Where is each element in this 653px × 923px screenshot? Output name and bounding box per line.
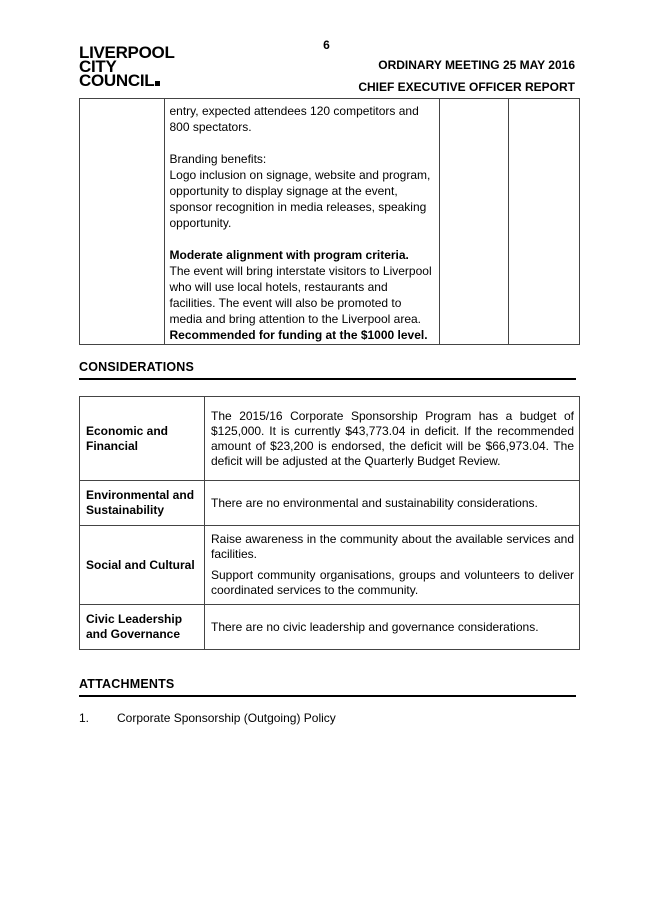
logo-line: LIVERPOOL <box>79 43 175 62</box>
row-content <box>205 397 580 481</box>
alignment-text: The event will bring interstate visitors to Liverpool who will use local hotels, restaurants and facilities. The event will also be promoted to media and bring attention to the Liverpool area. <box>169 264 432 326</box>
report-title: CHIEF EXECUTIVE OFFICER REPORT <box>358 80 575 94</box>
attachment-title: Corporate Sponsorship (Outgoing) Policy <box>117 711 336 725</box>
row-label: Environmental and Sustainability <box>80 481 205 526</box>
liverpool-city-council-logo <box>79 43 175 90</box>
row-label: Civic Leadership and Governance <box>80 605 205 650</box>
row-label: Social and Cultural <box>80 526 205 605</box>
attachment-item <box>79 711 336 725</box>
considerations-table <box>79 396 580 650</box>
attendance-text: entry, expected attendees 120 competitors and 800 spectators. <box>169 104 419 134</box>
meeting-title: ORDINARY MEETING 25 MAY 2016 <box>378 58 575 72</box>
row-content <box>205 481 580 526</box>
row-content <box>205 526 580 605</box>
attachments-heading: ATTACHMENTS <box>79 677 576 697</box>
content-text: Raise awareness in the community about the available services and facilities. <box>211 532 574 561</box>
row-content <box>205 605 580 650</box>
table-row <box>80 481 580 526</box>
logo-line: CITY <box>79 57 117 76</box>
table-row <box>80 397 580 481</box>
recommendation-text: Recommended for funding at the $1000 level. <box>169 328 428 342</box>
row-label: Economic and Financial <box>80 397 205 481</box>
table-cell-details <box>164 99 440 345</box>
table-row <box>80 526 580 605</box>
table-cell <box>509 99 580 345</box>
table-row <box>80 605 580 650</box>
branding-heading: Branding benefits: <box>169 152 267 166</box>
considerations-heading: CONSIDERATIONS <box>79 360 576 380</box>
table-cell <box>440 99 509 345</box>
page-number: 6 <box>323 38 330 52</box>
logo-line: COUNCIL <box>79 71 155 90</box>
branding-text: Logo inclusion on signage, website and program, opportunity to display signage at the event, sponsor recognition in media releases, speaking opportunity. <box>169 168 431 230</box>
logo-dot-icon <box>155 81 160 86</box>
table-row <box>80 99 580 345</box>
content-text: The 2015/16 Corporate Sponsorship Program has a budget of $125,000. It is currently $43,773.04 in deficit. If the recommended amount of $23,200 is endorsed, the deficit will be $66,973.04. The deficit will be adjusted at the Quarterly Budget Review. <box>211 408 574 468</box>
content-text: There are no civic leadership and governance considerations. <box>211 619 539 634</box>
attachment-number: 1. <box>79 711 90 725</box>
sponsorship-table-continued <box>79 98 580 345</box>
table-cell <box>80 99 165 345</box>
alignment-heading: Moderate alignment with program criteria. <box>169 248 409 262</box>
content-text: There are no environmental and sustainability considerations. <box>211 495 538 510</box>
content-text: Support community organisations, groups and volunteers to deliver coordinated services to the community. <box>211 568 574 597</box>
